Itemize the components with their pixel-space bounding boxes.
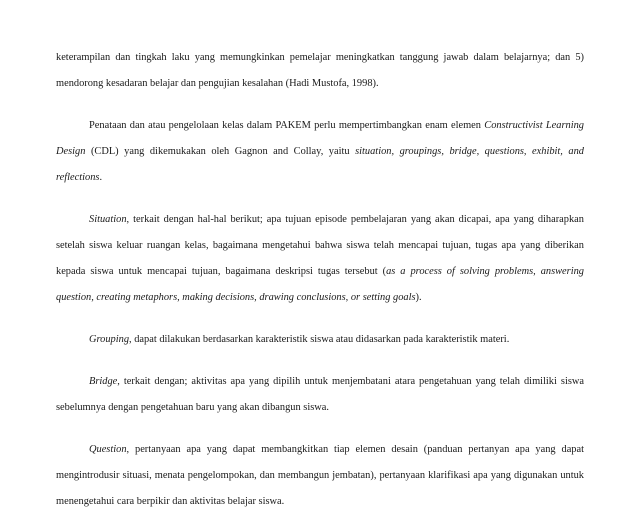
paragraph-text: , terkait dengan hal-hal berikut; apa tujuan episode pembelajaran yang akan dicapai, apa yang diharapkan setelah siswa keluar ruangan kelas, bagaimana mengetahui bahwa siswa telah mencapai tujuan, tugas apa yang diberikan kepada siswa untuk mencapai tujuan, bagaimana deskripsi tugas tersebut ( [56,214,584,277]
paragraph-gap [56,191,584,207]
paragraph-question [56,437,584,515]
cdl-elements-list: situation, groupings, bridge, questions, exhibit, and reflections [56,146,584,183]
question-term: Question [89,444,127,455]
paragraph-grouping [56,327,584,353]
document-page [56,45,584,515]
paragraph-gap [56,353,584,369]
bridge-term: Bridge [89,376,118,387]
cdl-term: Constructivist Learning Design [56,120,584,157]
situation-examples: as a process of solving problems, answering question, creating metaphors, making decisions, drawing conclusions, or setting goals [56,266,584,303]
paragraph-text: keterampilan dan tingkah laku yang memungkinkan pemelajar meningkatkan tanggung jawab dalam belajarnya; dan 5) mendorong kesadaran belajar dan pengujian kesalahan (Hadi Mustofa, 1998). [56,52,584,89]
paragraph-situation [56,207,584,311]
paragraph-text: (CDL) yang dikemukakan oleh Gagnon and Collay, yaitu [85,146,356,157]
paragraph-text: , pertanyaan apa yang dapat membangkitkan tiap elemen desain (panduan pertanyan apa yang dapat mengintrodusir situasi, menata pengelompokan, dan membangun jembatan), pertanyaan klarifikasi apa yang digunakan untuk menengetahui cara berpikir dan aktivitas belajar siswa. [56,444,584,507]
paragraph-bridge [56,369,584,421]
paragraph-continuation [56,45,584,97]
paragraph-text: ). [415,292,422,303]
paragraph-text: , dapat dilakukan berdasarkan karakteristik siswa atau didasarkan pada karakteristik materi. [129,334,510,345]
paragraph-gap [56,97,584,113]
paragraph-text: . [99,172,103,183]
paragraph-text: Penataan dan atau pengelolaan kelas dalam PAKEM perlu mempertimbangkan enam elemen [89,120,485,131]
grouping-term: Grouping [89,334,130,345]
paragraph-gap [56,311,584,327]
paragraph-gap [56,421,584,437]
paragraph-cdl [56,113,584,191]
situation-term: Situation [89,214,127,225]
paragraph-text: , terkait dengan; aktivitas apa yang dipilih untuk menjembatani atara pengetahuan yang telah dimiliki siswa sebelumnya dengan pengetahuan baru yang akan dibangun siswa. [56,376,584,413]
